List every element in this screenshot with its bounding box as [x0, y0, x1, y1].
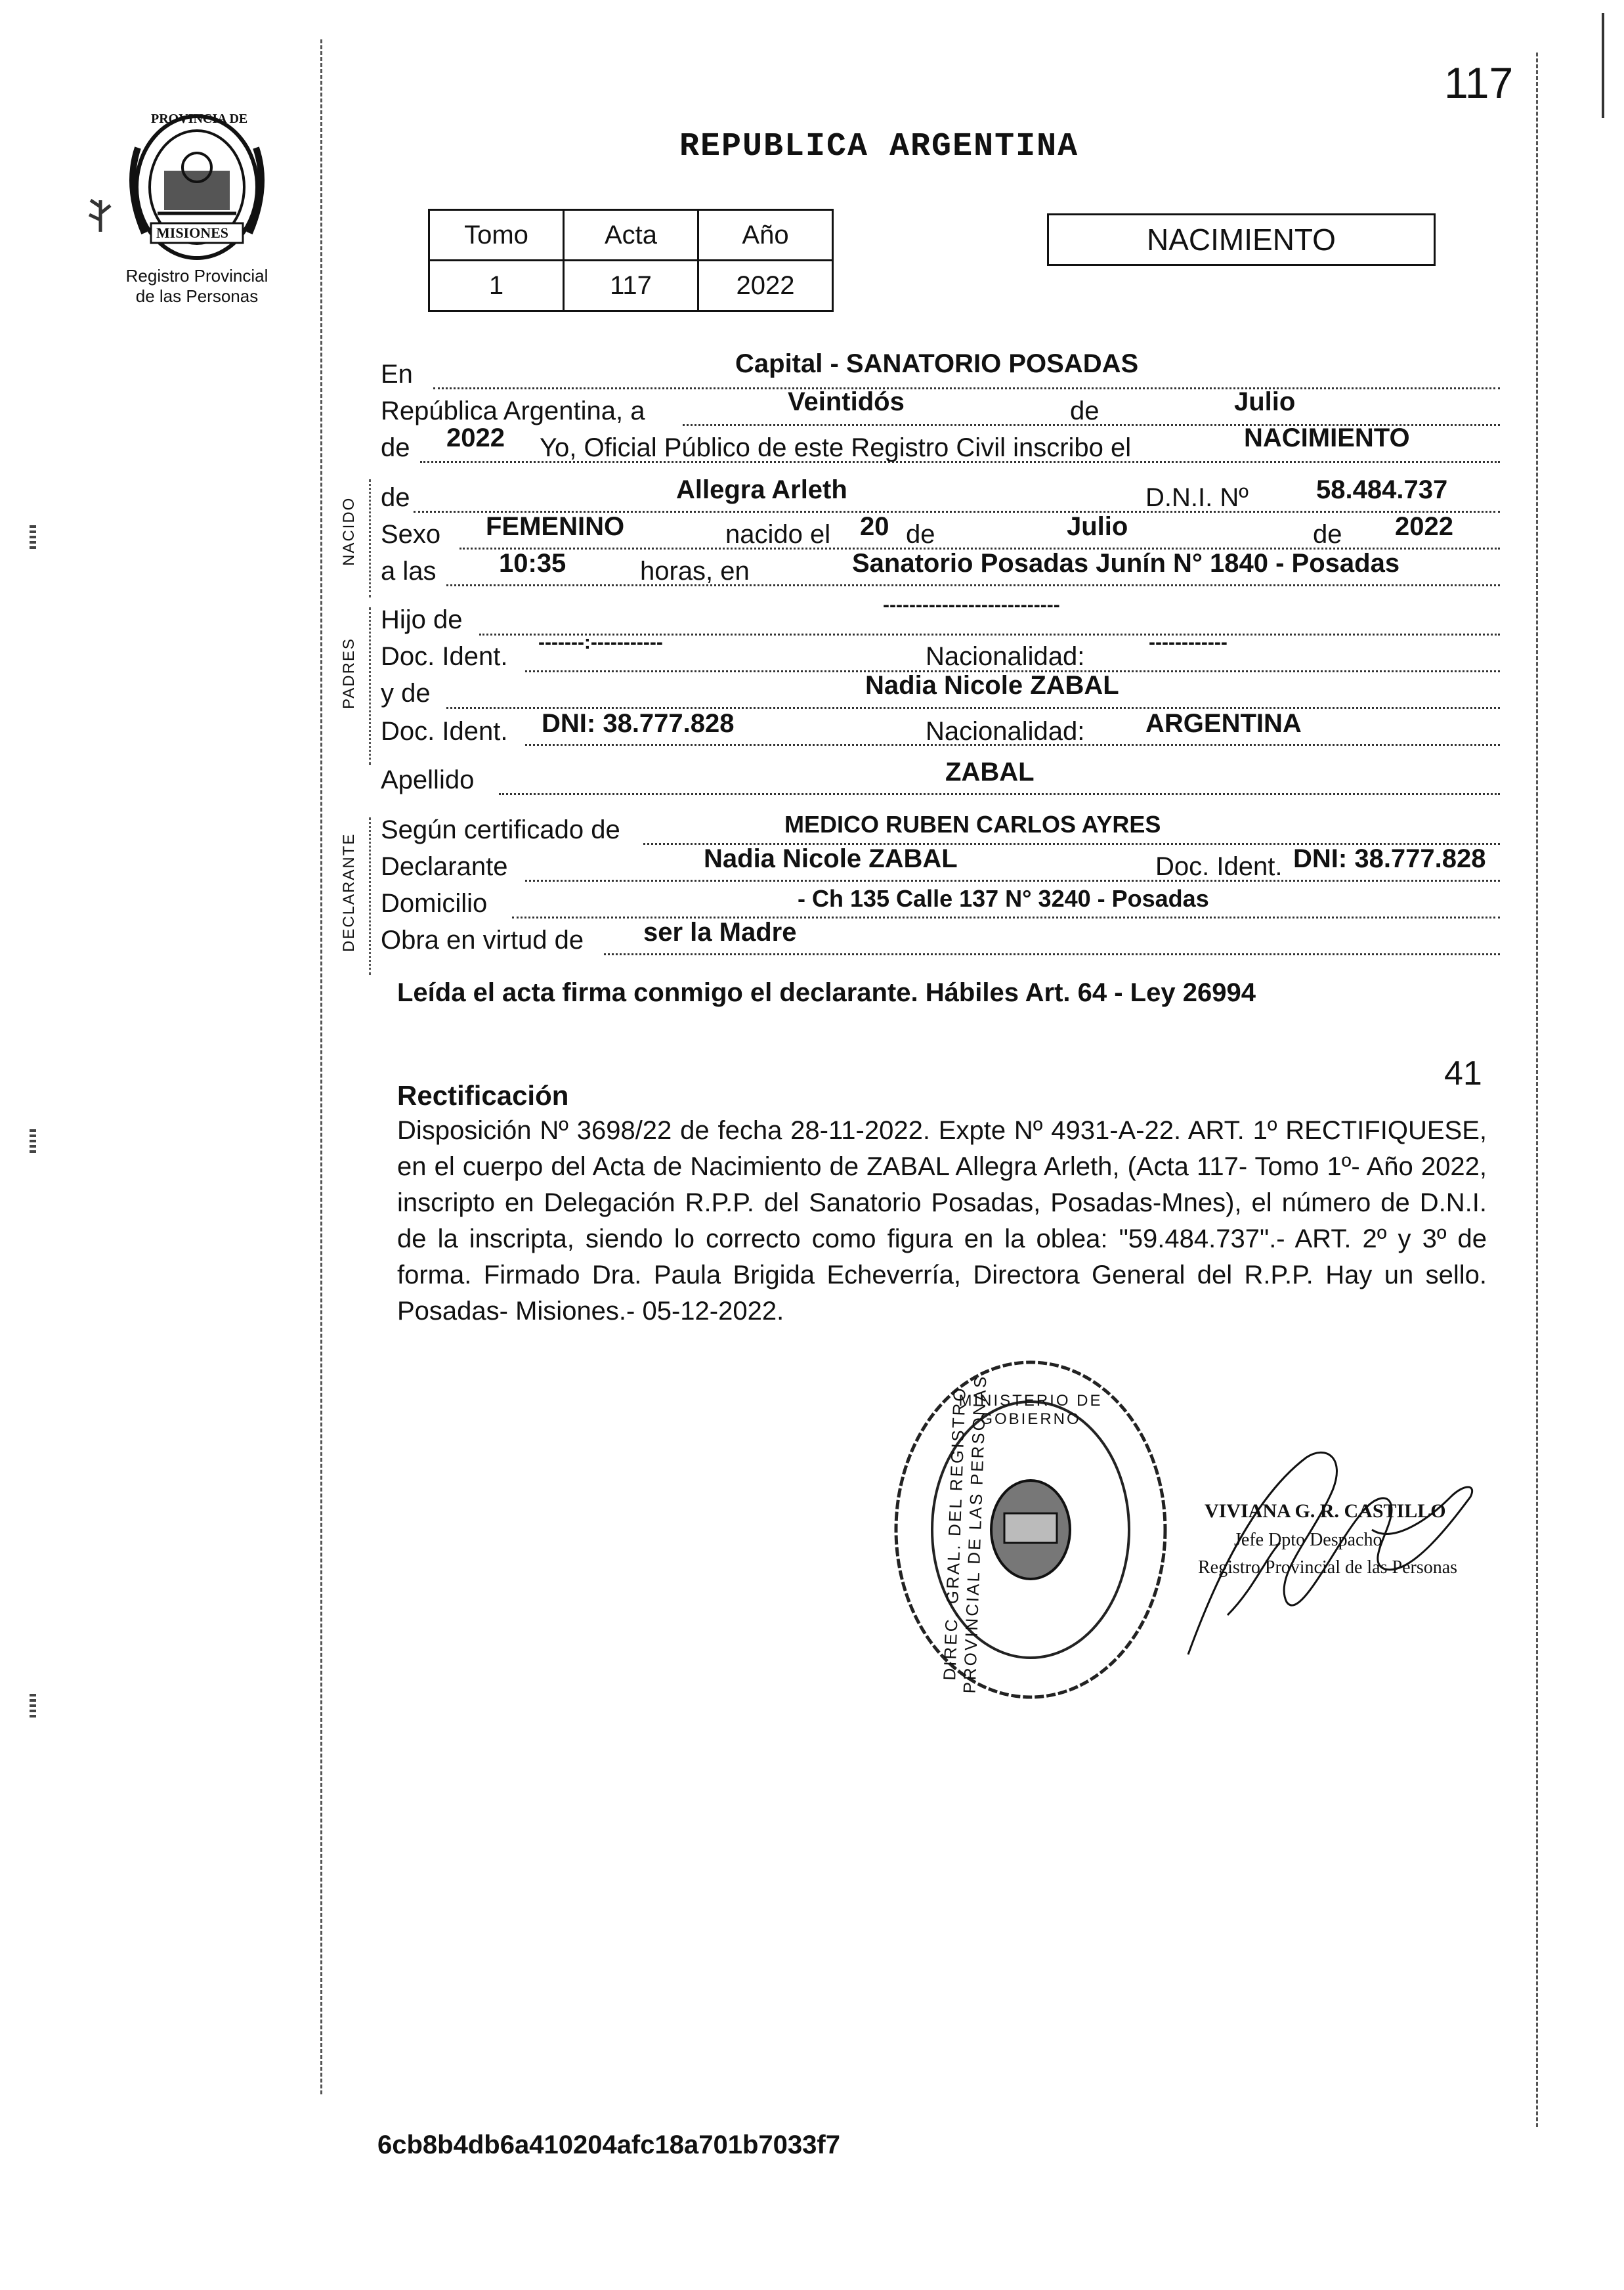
nac1-label: Nacionalidad:: [926, 642, 1085, 671]
closing-text: Leída el acta firma conmigo el declarante. Hábiles Art. 64 - Ley 26994: [397, 978, 1256, 1007]
de5-label: de: [1313, 520, 1342, 549]
top-right-bar: [1602, 13, 1604, 118]
dotline-obra: [604, 953, 1500, 955]
obra-label: Obra en virtud de: [381, 926, 584, 955]
de-label: de: [1070, 397, 1100, 425]
section-label-nacido: NACIDO: [340, 496, 358, 566]
country-title: REPUBLICA ARGENTINA: [679, 128, 1079, 165]
anio-header: Año: [698, 210, 833, 261]
section-separator-nacido: [369, 479, 371, 597]
signature-title: Jefe Dpto Despacho: [1234, 1530, 1382, 1550]
registry-name-line2: de las Personas: [135, 286, 259, 306]
sexo-value: FEMENINO: [486, 512, 625, 541]
horas-label: horas, en: [640, 557, 750, 586]
dni-label: D.N.I. Nº: [1145, 483, 1249, 512]
yde-label: y de: [381, 679, 431, 708]
registry-name-line1: Registro Provincial: [125, 266, 268, 286]
hijo-label: Hijo de: [381, 605, 463, 634]
page-number: 117: [1444, 58, 1514, 107]
section-label-declarante: DECLARANTE: [340, 832, 358, 952]
madre-value: Nadia Nicole ZABAL: [865, 671, 1119, 700]
nac-mes-value: Julio: [1067, 512, 1128, 541]
doc2-value: DNI: 38.777.828: [542, 709, 735, 738]
dotline-declarante: [525, 880, 1500, 882]
lugar-value: Sanatorio Posadas Junín N° 1840 - Posadas: [852, 549, 1400, 578]
declarante-label: Declarante: [381, 852, 508, 881]
de4-label: de: [906, 520, 935, 549]
tomo-header: Tomo: [429, 210, 564, 261]
provincial-seal-logo: [118, 108, 276, 266]
rectificacion-number: 41: [1444, 1054, 1482, 1092]
de3-label: de: [381, 483, 410, 512]
acta-header: Acta: [564, 210, 698, 261]
seal-top-text: PROVINCIA DE: [151, 112, 248, 126]
document-hash: 6cb8b4db6a410204afc18a701b7033f7: [377, 2130, 840, 2159]
section-separator-declarante: [369, 817, 371, 975]
sexo-label: Sexo: [381, 520, 441, 549]
right-margin-line: [1536, 53, 1538, 2127]
acto-value: NACIMIENTO: [1244, 423, 1410, 452]
dia-value: Veintidós: [788, 387, 905, 416]
nacido-label: nacido el: [725, 520, 831, 549]
seal-bottom-text: MISIONES: [156, 225, 229, 241]
stamp-outer-text: DIREC. GRAL. DEL REGISTRO PROVINCIAL DE LAS PERSONAS: [939, 1374, 991, 1694]
scan-mark: [30, 1694, 36, 1720]
nac-anio-value: 2022: [1395, 512, 1453, 541]
nac-dia-value: 20: [860, 512, 889, 541]
record-type-box: NACIMIENTO: [1047, 213, 1436, 266]
stamp-inner-text: MINISTERIO DE GOBIERNO: [958, 1392, 1103, 1428]
en-value: Capital - SANATORIO POSADAS: [735, 349, 1139, 378]
section-separator-padres: [369, 607, 371, 765]
acta-value: 117: [564, 261, 698, 311]
scan-mark: [30, 525, 36, 551]
nac1-value: ------------: [1149, 632, 1228, 653]
left-margin-line: [320, 39, 322, 2094]
nac2-value: ARGENTINA: [1145, 709, 1302, 738]
hijo-value: ---------------------------: [883, 594, 1060, 616]
signature-org: Registro Provincial de las Personas: [1198, 1557, 1458, 1578]
plant-icon: [84, 194, 117, 233]
certificado-label: Según certificado de: [381, 815, 620, 844]
doc3-label: Doc. Ident.: [1155, 852, 1283, 881]
oficial-text: Yo, Oficial Público de este Registro Civil inscribo el: [540, 433, 1132, 462]
anio-value: 2022: [698, 261, 833, 311]
alas-label: a las: [381, 557, 437, 586]
tomo-acta-table: [428, 209, 834, 312]
apellido-label: Apellido: [381, 766, 475, 794]
doc2-label: Doc. Ident.: [381, 717, 508, 746]
nac2-label: Nacionalidad:: [926, 717, 1085, 746]
de2-label: de: [381, 433, 410, 462]
dni-value: 58.484.737: [1316, 475, 1448, 504]
doc1-value: -------:-----------: [538, 632, 663, 653]
nombre-value: Allegra Arleth: [676, 475, 847, 504]
en-label: En: [381, 360, 413, 389]
mes-value: Julio: [1234, 387, 1296, 416]
certificado-value: MEDICO RUBEN CARLOS AYRES: [784, 811, 1161, 838]
dotline-apellido: [499, 793, 1500, 795]
doc3-value: DNI: 38.777.828: [1293, 844, 1486, 873]
scan-mark: [30, 1129, 36, 1156]
signature-name: VIVIANA G. R. CASTILLO: [1205, 1500, 1446, 1522]
dotline-en: [433, 387, 1500, 389]
republica-label: República Argentina, a: [381, 397, 645, 425]
declarante-value: Nadia Nicole ZABAL: [704, 844, 958, 873]
doc1-label: Doc. Ident.: [381, 642, 508, 671]
tomo-value: 1: [429, 261, 564, 311]
rectificacion-body: Disposición Nº 3698/22 de fecha 28-11-2022. Expte Nº 4931-A-22. ART. 1º RECTIFIQUESE, en el cuerpo del Acta de Nacimiento de ZABAL Allegra Arleth, (Acta 117- Tomo 1º- Año 2022, inscripto en Delegación R.P.P. del Sanatorio Posadas, Posadas-Mnes), el número de D.N.I. de la inscripta, siendo lo correcto como figura en la oblea: "59.484.737".- ART. 2º y 3º de forma. Firmado Dra. Paula Brigida Echeverría, Directora General del R.P.P. Hay un sello. Posadas- Misiones.- 05-12-2022.: [397, 1116, 1487, 1326]
obra-value: ser la Madre: [643, 918, 797, 947]
domicilio-value: - Ch 135 Calle 137 N° 3240 - Posadas: [798, 885, 1209, 912]
hora-value: 10:35: [499, 549, 566, 578]
anio-registro-value: 2022: [446, 423, 505, 452]
section-label-padres: PADRES: [340, 637, 358, 709]
rectificacion-title: Rectificación: [397, 1080, 569, 1111]
apellido-value: ZABAL: [945, 758, 1035, 787]
domicilio-label: Domicilio: [381, 889, 488, 918]
dotline-hora: [446, 584, 1500, 586]
